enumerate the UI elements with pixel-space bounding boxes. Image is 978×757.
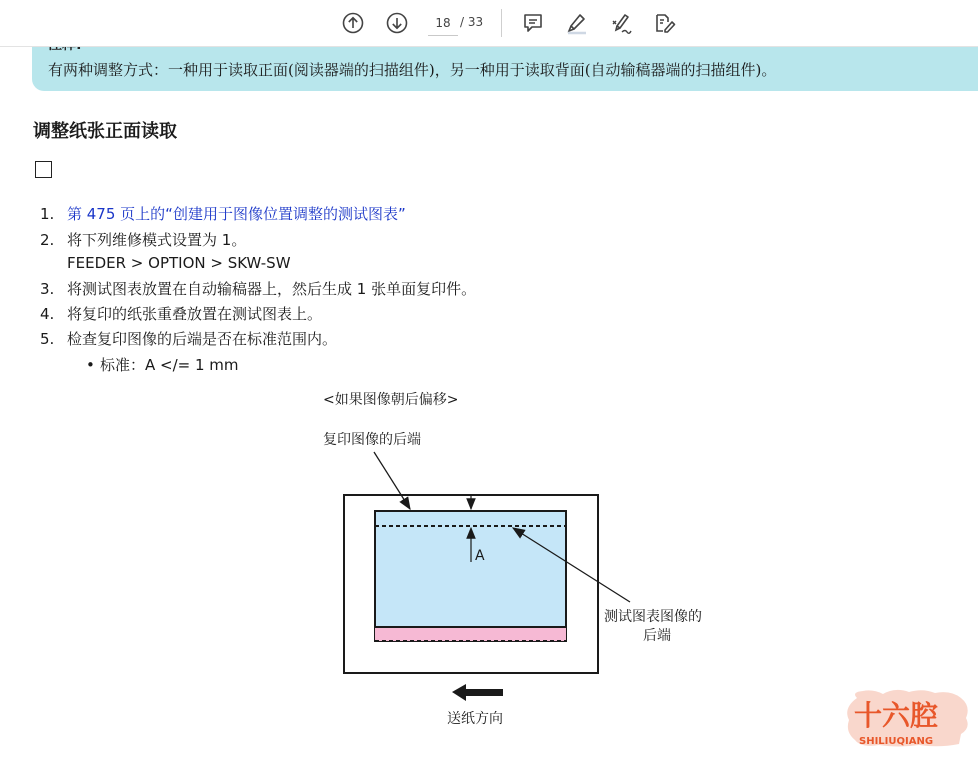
comment-icon xyxy=(522,12,544,34)
highlight-button[interactable] xyxy=(563,9,591,37)
brand-watermark-logo xyxy=(843,688,973,748)
step-number: 5. xyxy=(40,330,55,348)
bullet-symbol: • xyxy=(86,356,95,374)
pdf-toolbar xyxy=(0,0,978,47)
note-text: 有两种调整方式：一种用于读取正面(阅读器端的扫描组件)，另一种用于读取背面(自动输稿器端的扫描组件)。 xyxy=(48,61,777,79)
watermark-logo-text: 十六腔 xyxy=(854,699,939,732)
label-copy-trailing-edge: 复印图像的后端 xyxy=(323,432,421,448)
step-number: 4. xyxy=(40,305,55,323)
highlight-icon xyxy=(565,11,589,35)
previous-page-button[interactable] xyxy=(339,9,367,37)
draw-button[interactable] xyxy=(607,9,635,37)
watermark-sub-text: SHILIUQIANG xyxy=(859,736,934,747)
test-chart-page-link[interactable]: 第 475 页上的“创建用于图像位置调整的测试图表” xyxy=(67,205,406,223)
arrow-down-icon xyxy=(386,12,408,34)
draw-icon xyxy=(609,11,633,35)
criterion-text: 标准：A </= 1 mm xyxy=(100,356,239,374)
add-comment-button[interactable] xyxy=(519,9,547,37)
diagram-caption: <如果图像朝后偏移> xyxy=(323,392,459,408)
next-page-button[interactable] xyxy=(383,9,411,37)
label-chart-trailing-edge-line2: 后端 xyxy=(643,628,671,644)
step-number: 1. xyxy=(40,205,55,223)
step-number: 3. xyxy=(40,280,55,298)
page-total-label: / 33 xyxy=(460,15,484,29)
step-text: 检查复印图像的后端是否在标准范围内。 xyxy=(67,330,338,348)
feed-direction-label: 送纸方向 xyxy=(447,711,503,727)
step-text: 将复印的纸张重叠放置在测试图表上。 xyxy=(67,305,323,323)
step-number: 2. xyxy=(40,231,55,249)
arrow-up-icon xyxy=(342,12,364,34)
fill-and-sign-button[interactable] xyxy=(651,9,679,37)
page-number-input[interactable]: 18 xyxy=(428,10,458,36)
trailing-strip xyxy=(375,627,566,641)
edit-sign-icon xyxy=(653,11,677,35)
dimension-label-a: A xyxy=(475,548,485,564)
feed-direction-arrow-icon xyxy=(452,684,503,701)
step-text: 将下列维修模式设置为 1。 xyxy=(67,231,247,249)
section-title: 调整纸张正面读取 xyxy=(33,121,177,142)
service-mode-path: FEEDER > OPTION > SKW-SW xyxy=(67,254,291,272)
step-text: 将测试图表放置在自动输稿器上，然后生成 1 张单面复印件。 xyxy=(67,280,477,298)
toolbar-divider xyxy=(501,9,502,37)
label-chart-trailing-edge: 测试图表图像的 xyxy=(604,609,702,625)
